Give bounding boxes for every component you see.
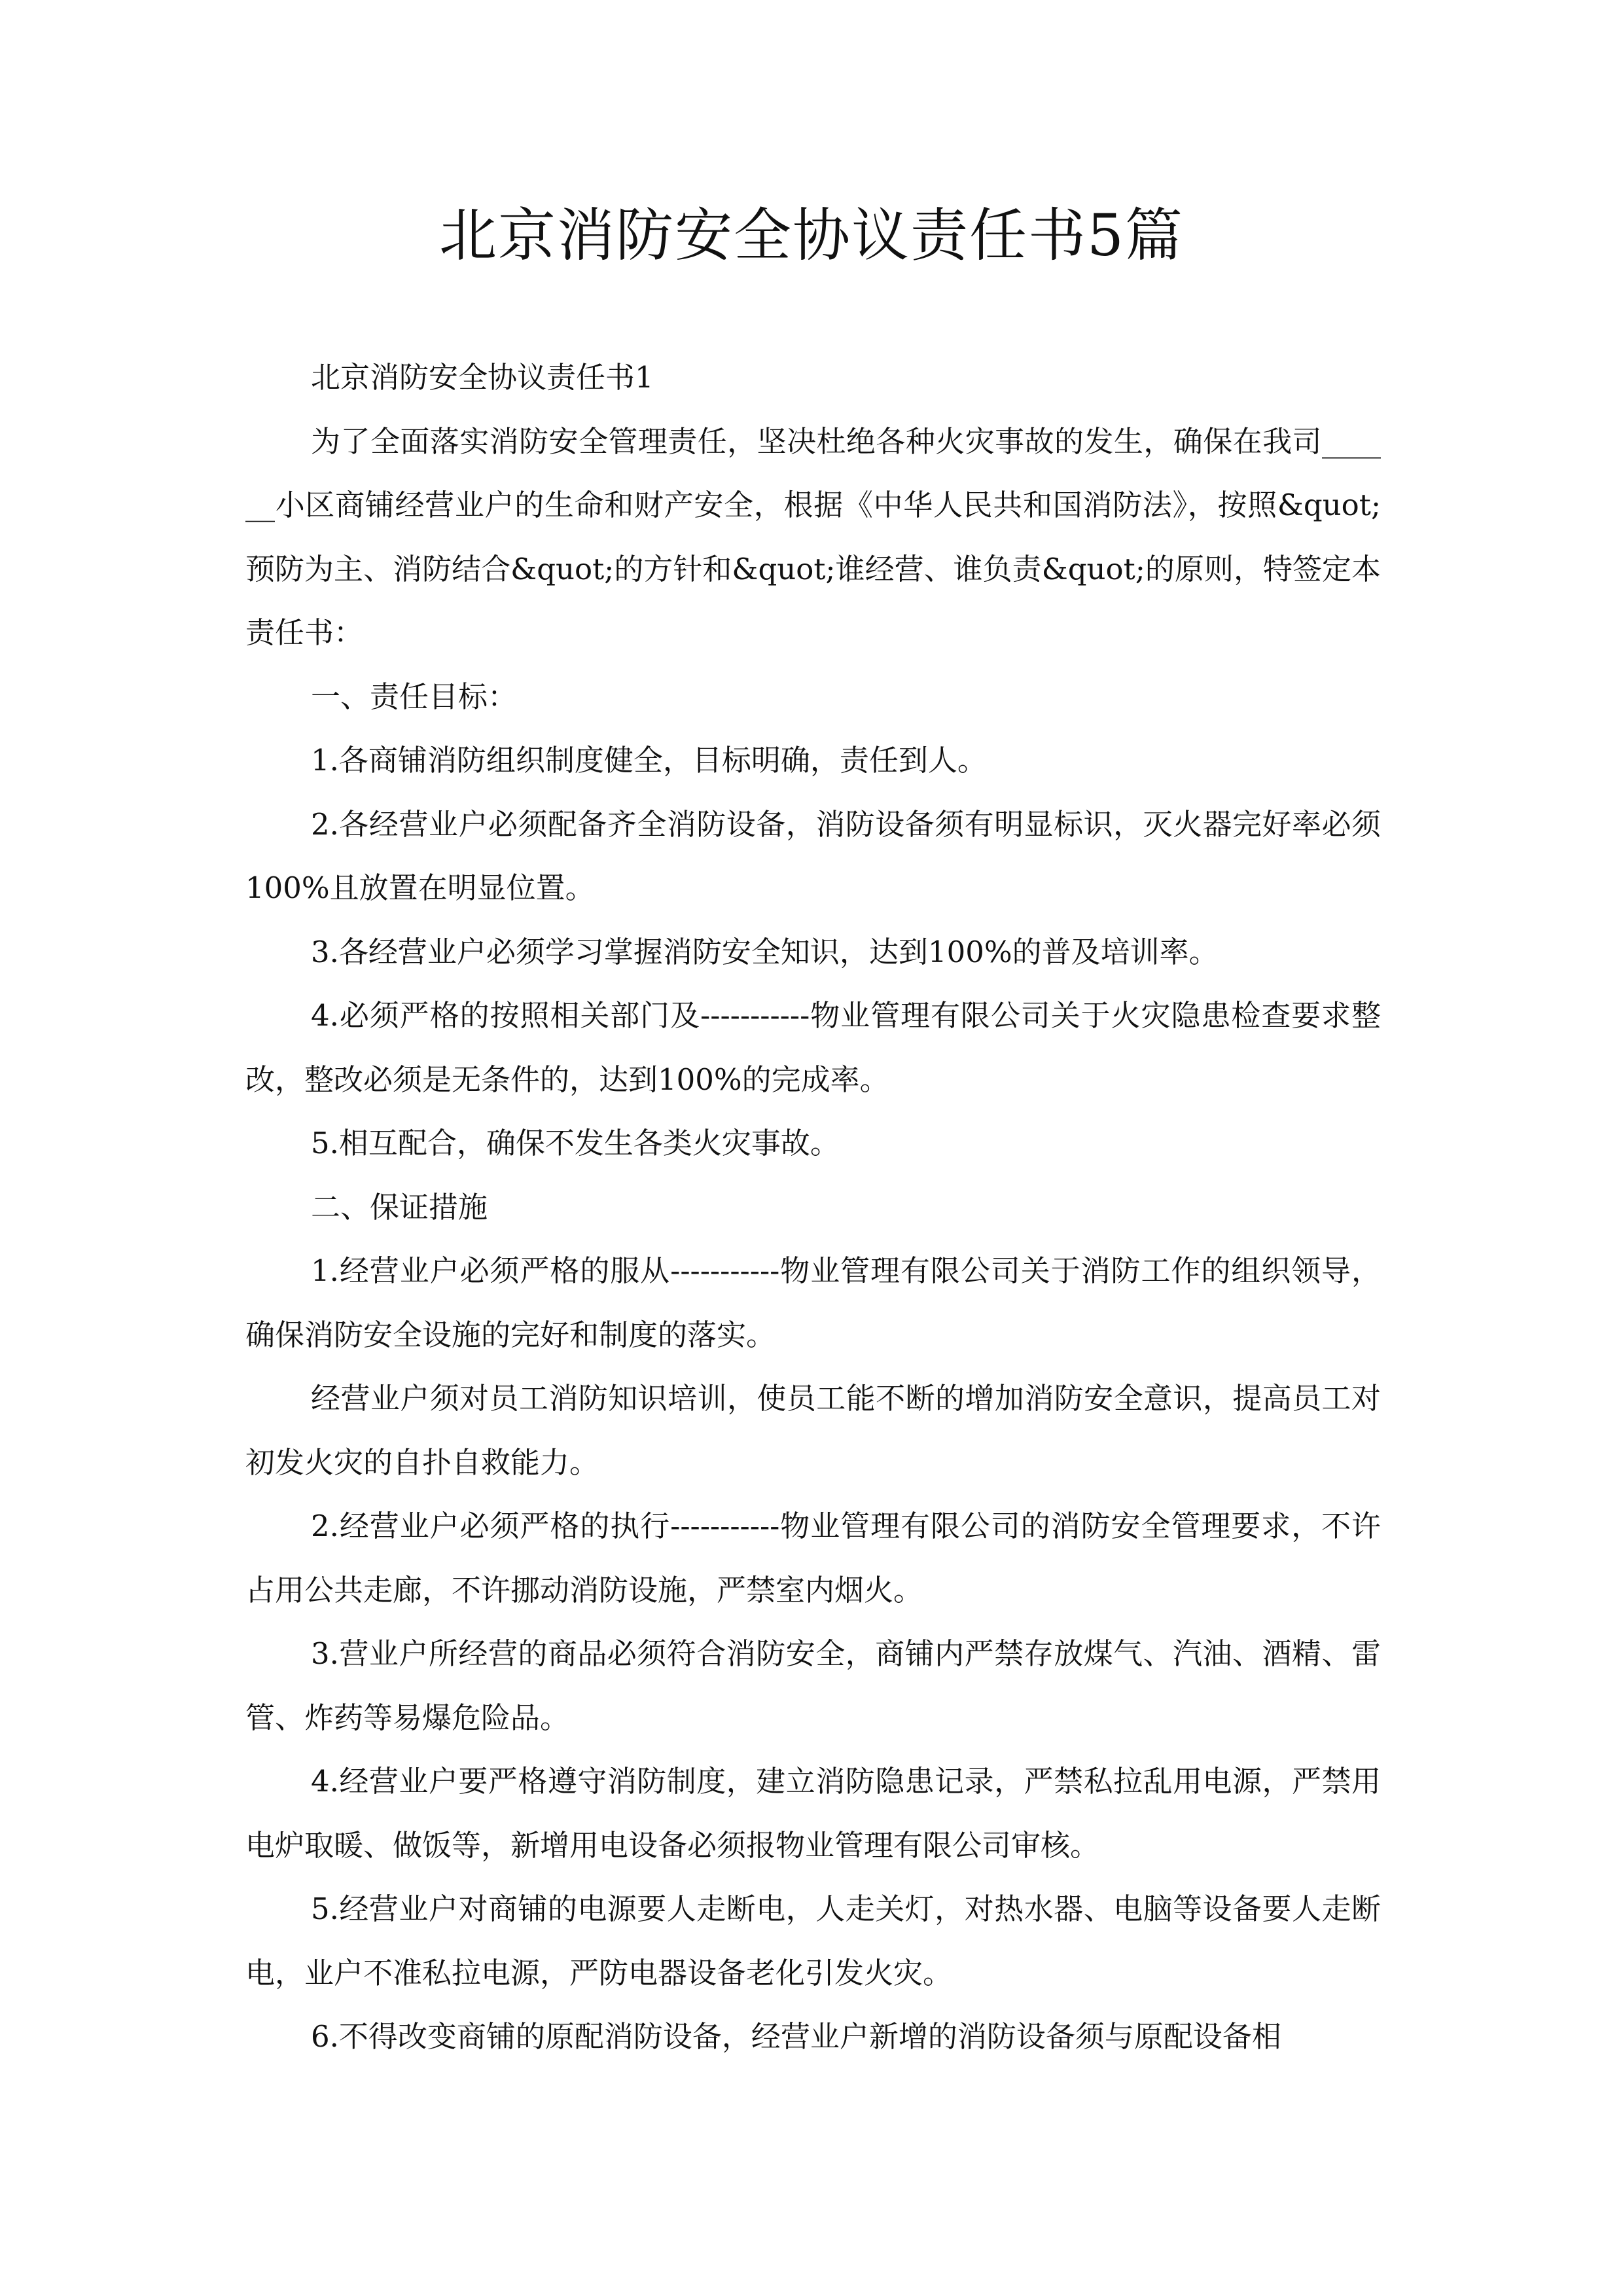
measure-item: 1.经营业户必须严格的服从-----------物业管理有限公司关于消防工作的组织领导，确保消防安全设施的完好和制度的落实。: [245, 1253, 1381, 1352]
goal-item: 1.各商铺消防组织制度健全，目标明确，责任到人。: [311, 743, 987, 778]
measure-item: 4.经营业户要严格遵守消防制度，建立消防隐患记录，严禁私拉乱用电源，严禁用电炉取暖、做饭等，新增用电设备必须报物业管理有限公司审核。: [245, 1764, 1381, 1863]
goal-item: 5.相互配合，确保不发生各类火灾事故。: [311, 1126, 840, 1160]
measure-item: 经营业户须对员工消防知识培训，使员工能不断的增加消防安全意识，提高员工对初发火灾的自扑自救能力。: [245, 1381, 1381, 1480]
document-title: 北京消防安全协议责任书5篇: [439, 202, 1184, 269]
measure-item: 6.不得改变商铺的原配消防设备，经营业户新增的消防设备须与原配设备相: [311, 2019, 1281, 2054]
section-heading-1: 北京消防安全协议责任书1: [311, 360, 654, 395]
intro-paragraph: 为了全面落实消防安全管理责任，坚决杜绝各种火灾事故的发生，确保在我司______小区商铺经营业户的生命和财产安全，根据《中华人民共和国消防法》，按照&quot;预防为主、消防结合&quot;的方针和&quot;谁经营、谁负责&quot;的原则，特签定本责任书：: [245, 423, 1381, 650]
document-body: [245, 346, 1381, 2069]
goal-item: 3.各经营业户必须学习掌握消防安全知识，达到100%的普及培训率。: [311, 934, 1219, 969]
heading-responsibility-goals: 一、责任目标：: [311, 679, 518, 714]
heading-guarantee-measures: 二、保证措施: [311, 1189, 488, 1225]
goal-item: 2.各经营业户必须配备齐全消防设备，消防设备须有明显标识，灭火器完好率必须100%且放置在明显位置。: [245, 806, 1381, 905]
measure-item: 3.营业户所经营的商品必须符合消防安全，商铺内严禁存放煤气、汽油、酒精、雷管、炸药等易爆危险品。: [245, 1636, 1381, 1735]
measure-item: 5.经营业户对商铺的电源要人走断电，人走关灯，对热水器、电脑等设备要人走断电，业户不准私拉电源，严防电器设备老化引发火灾。: [245, 1892, 1381, 1990]
measure-item: 2.经营业户必须严格的执行-----------物业管理有限公司的消防安全管理要求，不许占用公共走廊，不许挪动消防设施，严禁室内烟火。: [245, 1509, 1381, 1607]
goal-item: 4.必须严格的按照相关部门及-----------物业管理有限公司关于火灾隐患检查要求整改，整改必须是无条件的，达到100%的完成率。: [245, 998, 1381, 1097]
